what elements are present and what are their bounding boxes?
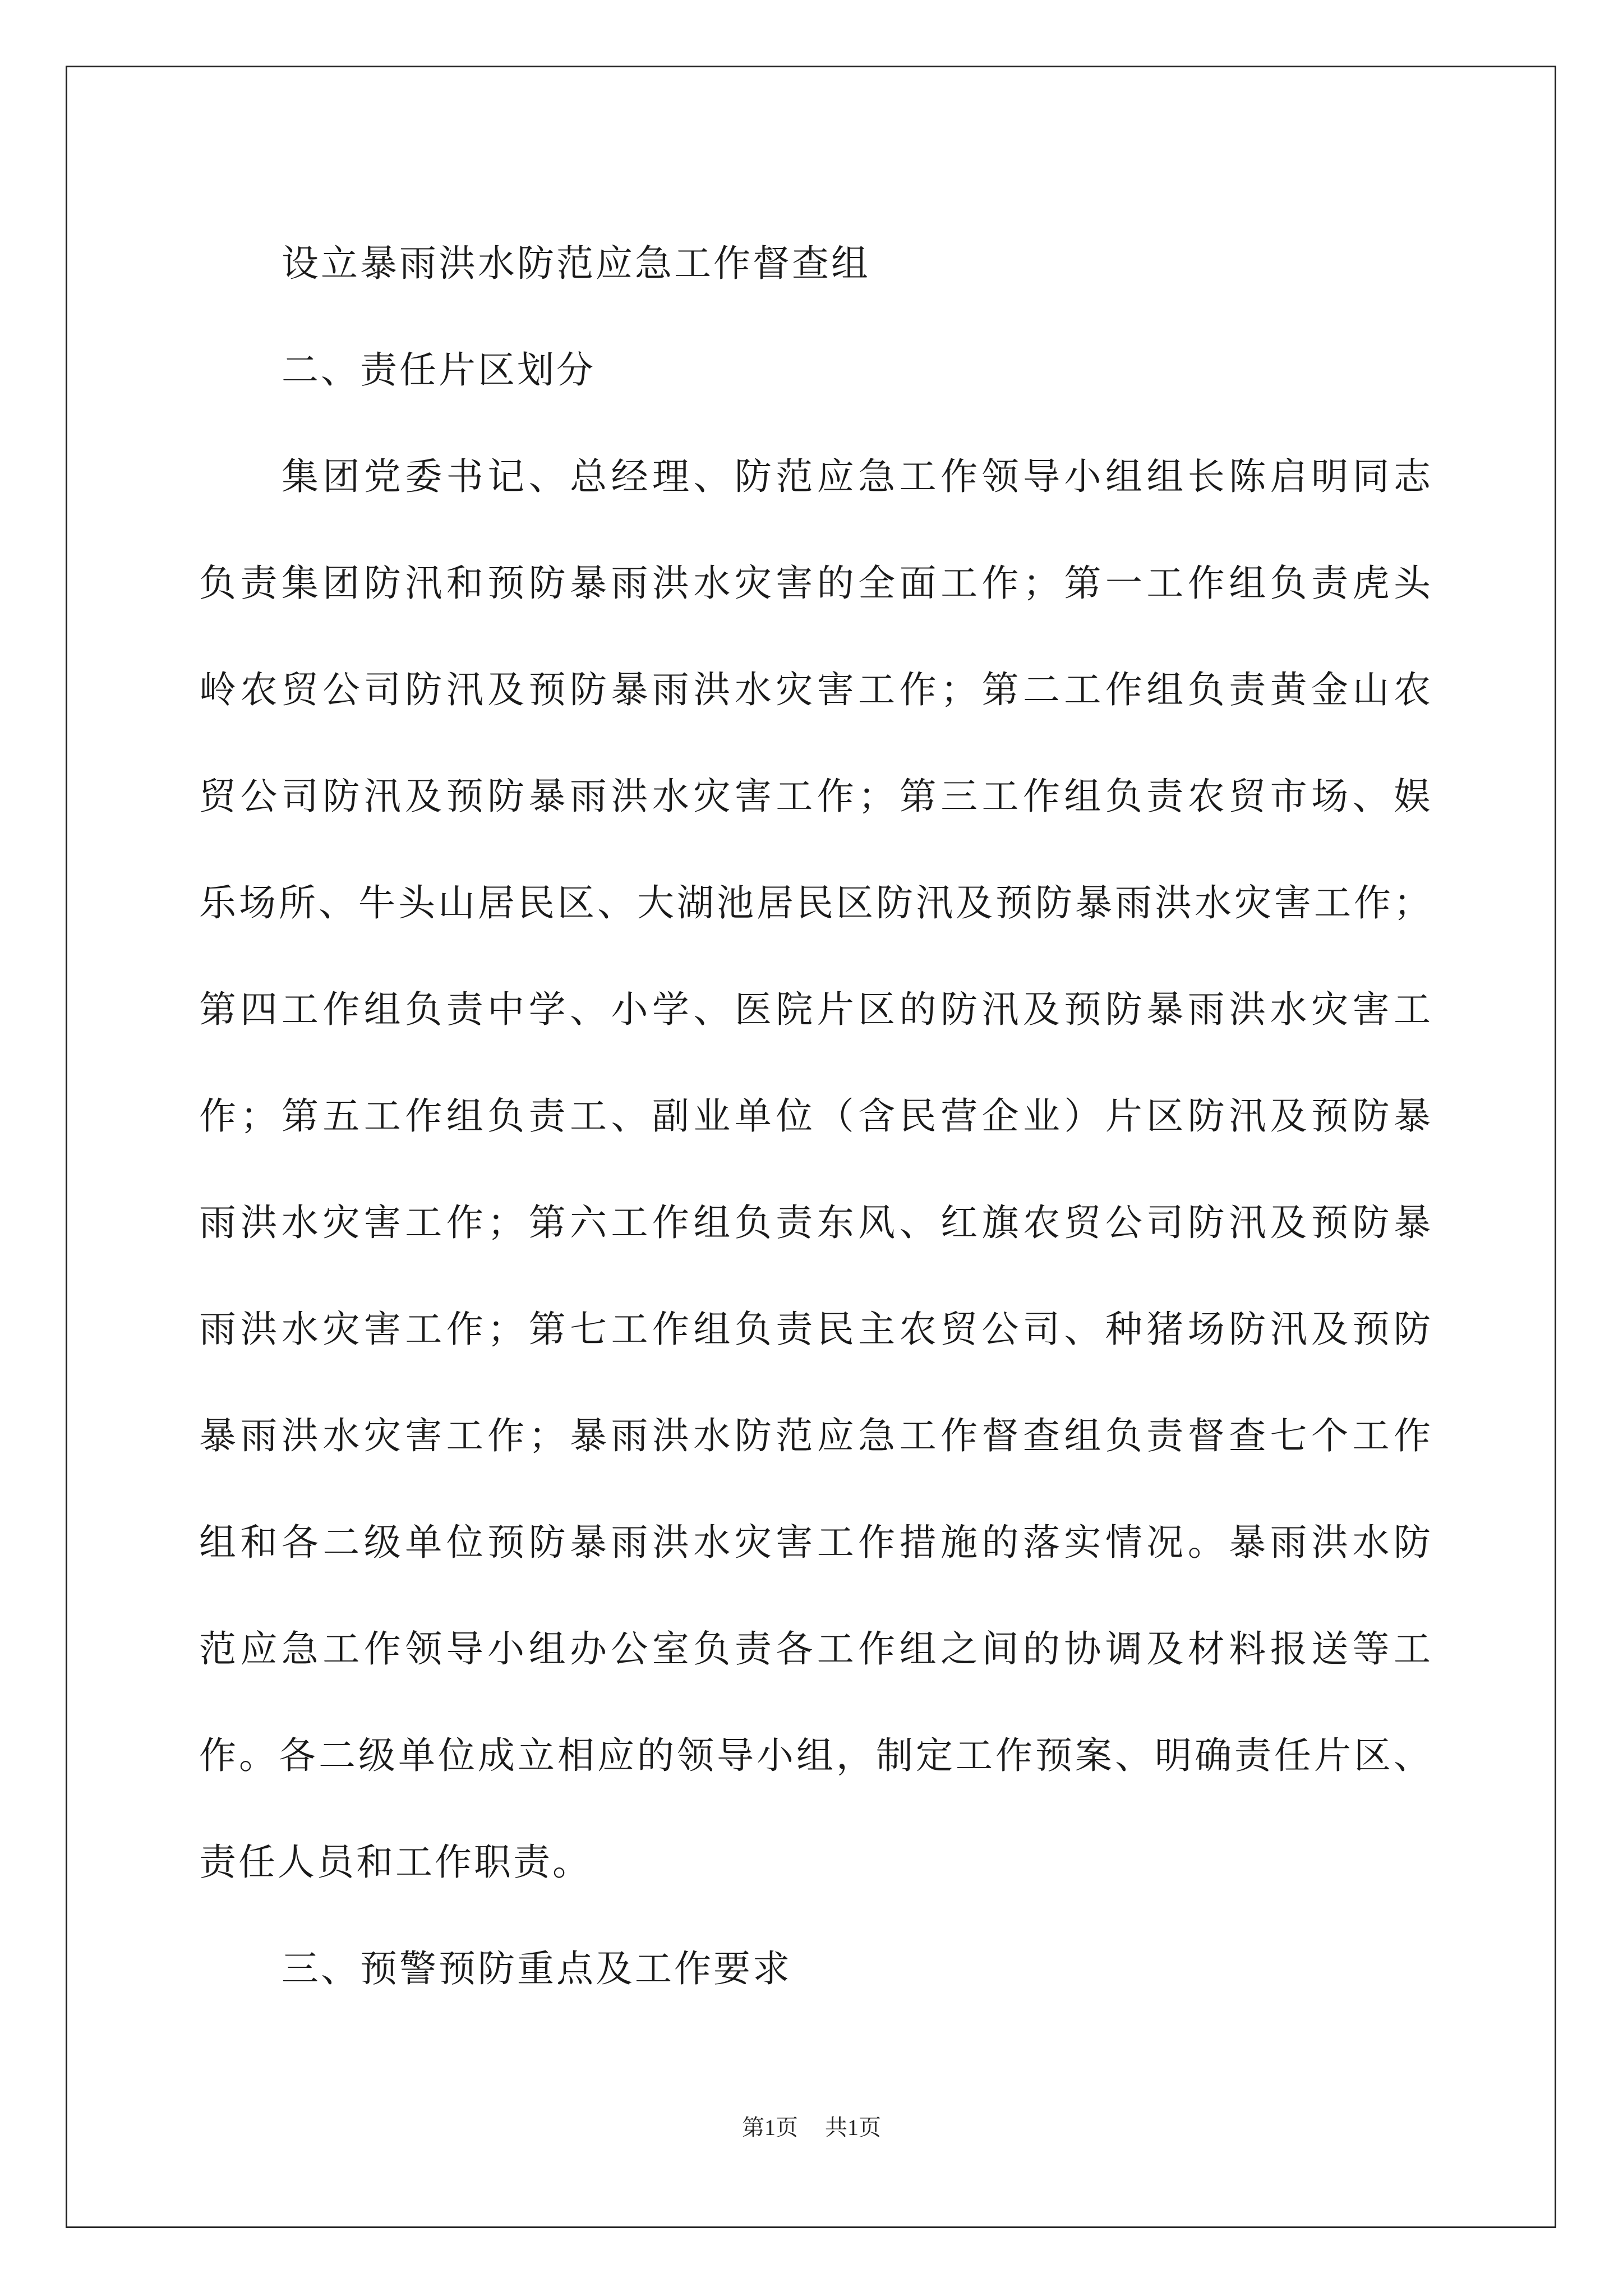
paragraph-line: 作。各二级单位成立相应的领导小组，制定工作预案、明确责任片区、 <box>199 1734 1433 1777</box>
paragraph-line: 负责集团防汛和预防暴雨洪水灾害的全面工作；第一工作组负责虎头 <box>199 562 1433 605</box>
paragraph-line: 第四工作组负责中学、小学、医院片区的防汛及预防暴雨洪水灾害工 <box>199 988 1433 1031</box>
paragraph-line: 集团党委书记、总经理、防范应急工作领导小组组长陈启明同志 <box>282 455 1433 498</box>
paragraph-line: 暴雨洪水灾害工作；暴雨洪水防范应急工作督查组负责督查七个工作 <box>199 1414 1433 1457</box>
paragraph-line: 雨洪水灾害工作；第七工作组负责民主农贸公司、种猪场防汛及预防 <box>199 1308 1433 1351</box>
document-body <box>199 210 1433 2022</box>
section-heading: 三、预警预防重点及工作要求 <box>282 1947 792 1990</box>
page-total: 共1页 <box>825 2115 881 2140</box>
paragraph-line: 雨洪水灾害工作；第六工作组负责东风、红旗农贸公司防汛及预防暴 <box>199 1201 1433 1244</box>
section-heading: 二、责任片区划分 <box>282 348 596 392</box>
paragraph-line: 岭农贸公司防汛及预防暴雨洪水灾害工作；第二工作组负责黄金山农 <box>199 668 1433 711</box>
page-number: 第1页 <box>742 2115 798 2140</box>
paragraph-line: 乐场所、牛头山居民区、大湖池居民区防汛及预防暴雨洪水灾害工作； <box>199 881 1433 924</box>
section-heading: 设立暴雨洪水防范应急工作督查组 <box>282 242 870 285</box>
page-footer <box>0 2114 1623 2142</box>
paragraph-line: 责任人员和工作职责。 <box>199 1841 592 1884</box>
paragraph <box>199 424 1433 1916</box>
paragraph-line: 范应急工作领导小组办公室负责各工作组之间的协调及材料报送等工 <box>199 1627 1433 1671</box>
paragraph-line: 作；第五工作组负责工、副业单位（含民营企业）片区防汛及预防暴 <box>199 1094 1433 1138</box>
paragraph-line: 贸公司防汛及预防暴雨洪水灾害工作；第三工作组负责农贸市场、娱 <box>199 775 1433 818</box>
paragraph-line: 组和各二级单位预防暴雨洪水灾害工作措施的落实情况。暴雨洪水防 <box>199 1521 1433 1564</box>
